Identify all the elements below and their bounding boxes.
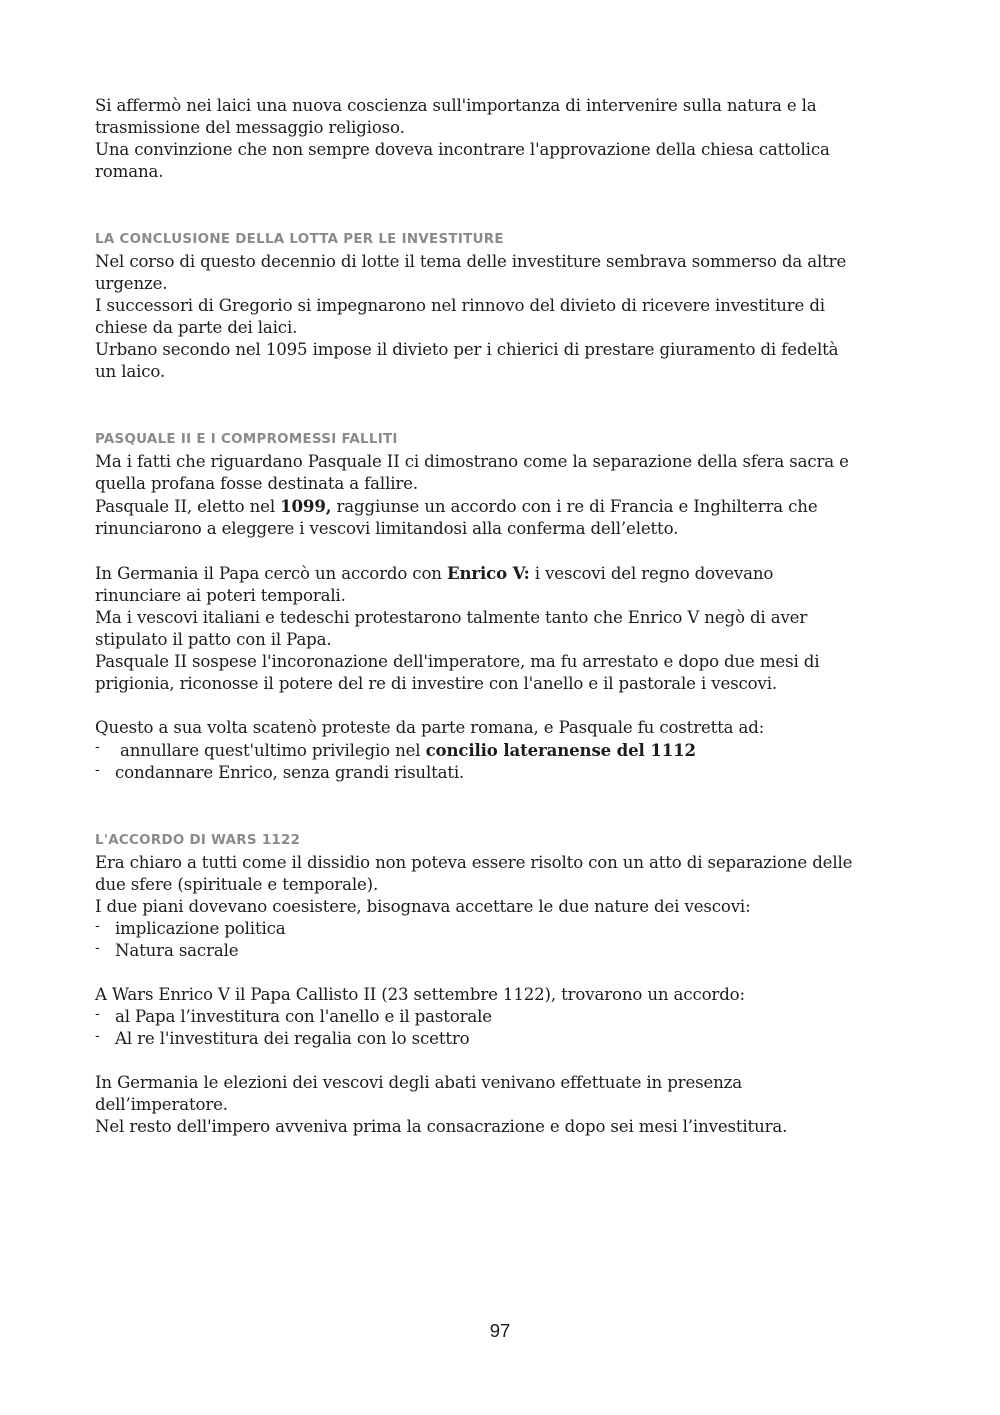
- bold-council: concilio lateranense del 1112: [425, 740, 696, 760]
- text-span: raggiunse un accordo con i re di Francia e Inghilterra che: [331, 497, 818, 516]
- text-span: Natura sacrale: [115, 941, 239, 960]
- text-span: annullare quest'ultimo privilegio nel: [120, 741, 426, 760]
- text-line: In Germania le elezioni dei vescovi degli abati venivano effettuate in presenza: [95, 1073, 743, 1092]
- dash-bullet: -: [95, 1028, 100, 1044]
- text-line: I successori di Gregorio si impegnarono nel rinnovo del divieto di ricevere investiture di: [95, 296, 825, 315]
- text-line: Ma i vescovi italiani e tedeschi protestarono talmente tanto che Enrico V negò di aver: [95, 608, 808, 627]
- text-line: un laico.: [95, 362, 166, 381]
- list-item: [95, 940, 915, 962]
- list-item: [95, 918, 915, 940]
- list-item: [95, 739, 915, 762]
- text-line: dell’imperatore.: [95, 1095, 228, 1114]
- text-line: Si affermò nei laici una nuova coscienza sull'importanza di intervenire sulla natura e la: [95, 96, 817, 115]
- text-span: al Papa l’investitura con l'anello e il pastorale: [115, 1007, 492, 1026]
- text-span: i vescovi del regno dovevano: [529, 564, 774, 583]
- text-line: stipulato il patto con il Papa.: [95, 630, 332, 649]
- text-line: Nel corso di questo decennio di lotte il tema delle investiture sembrava sommerso da altre: [95, 252, 847, 271]
- dash-bullet: -: [95, 940, 100, 956]
- text-line: prigionia, riconosse il potere del re di investire con l'anello e il pastorale i vescovi.: [95, 674, 777, 693]
- section-heading: LA CONCLUSIONE DELLA LOTTA PER LE INVESTITURE: [95, 232, 504, 247]
- section-pasquale: [95, 431, 915, 784]
- intro-paragraph: [95, 95, 915, 183]
- text-line: chiese da parte dei laici.: [95, 318, 298, 337]
- text-line: Urbano secondo nel 1095 impose il divieto per i chierici di prestare giuramento di fedeltà: [95, 340, 839, 359]
- list-item: [95, 1006, 915, 1028]
- text-span: condannare Enrico, senza grandi risultati.: [115, 763, 465, 782]
- section-wars: [95, 832, 915, 1138]
- text-line: Era chiaro a tutti come il dissidio non poteva essere risolto con un atto di separazione delle: [95, 853, 853, 872]
- section-heading: L'ACCORDO DI WARS 1122: [95, 833, 301, 848]
- bold-name: Enrico V:: [446, 563, 530, 583]
- bold-year: 1099,: [280, 496, 332, 516]
- page-number: 97: [489, 1320, 511, 1341]
- text-line: due sfere (spirituale e temporale).: [95, 875, 379, 894]
- text-span: In Germania il Papa cercò un accordo con: [95, 564, 447, 583]
- text-line: trasmissione del messaggio religioso.: [95, 118, 405, 137]
- text-line: [95, 562, 915, 585]
- text-line: Nel resto dell'impero avveniva prima la consacrazione e dopo sei mesi l’investitura.: [95, 1117, 788, 1136]
- section-conclusione: [95, 231, 915, 383]
- text-line: Questo a sua volta scatenò proteste da parte romana, e Pasquale fu costretta ad:: [95, 718, 765, 737]
- text-line: quella profana fosse destinata a fallire.: [95, 474, 418, 493]
- list-item: [95, 1028, 915, 1050]
- dash-bullet: -: [95, 918, 100, 934]
- page-content: [95, 95, 915, 1138]
- text-line: Una convinzione che non sempre doveva incontrare l'approvazione della chiesa cattolica: [95, 140, 830, 159]
- dash-bullet: -: [95, 762, 100, 778]
- text-span: Al re l'investitura dei regalia con lo scettro: [115, 1029, 470, 1048]
- text-line: rinunciarono a eleggere i vescovi limitandosi alla conferma dell’eletto.: [95, 519, 679, 538]
- text-line: [95, 495, 915, 518]
- text-line: Pasquale II sospese l'incoronazione dell'imperatore, ma fu arrestato e dopo due mesi di: [95, 652, 820, 671]
- text-line: urgenze.: [95, 274, 168, 293]
- text-line: A Wars Enrico V il Papa Callisto II (23 settembre 1122), trovarono un accordo:: [95, 985, 745, 1004]
- dash-bullet: -: [95, 739, 100, 755]
- text-line: romana.: [95, 162, 164, 181]
- dash-bullet: -: [95, 1006, 100, 1022]
- text-line: rinunciare ai poteri temporali.: [95, 586, 346, 605]
- text-span: implicazione politica: [115, 919, 286, 938]
- text-line: I due piani dovevano coesistere, bisognava accettare le due nature dei vescovi:: [95, 897, 751, 916]
- section-heading: PASQUALE II E I COMPROMESSI FALLITI: [95, 432, 398, 447]
- text-span: Pasquale II, eletto nel: [95, 497, 281, 516]
- list-item: [95, 762, 915, 784]
- text-line: Ma i fatti che riguardano Pasquale II ci dimostrano come la separazione della sfera sacra e: [95, 452, 849, 471]
